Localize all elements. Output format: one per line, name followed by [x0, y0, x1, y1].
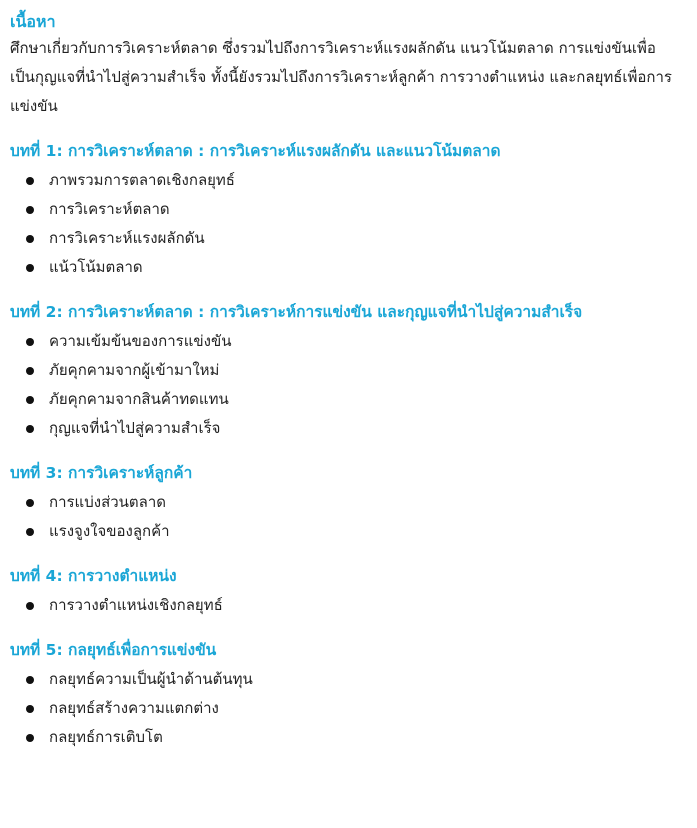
chapter-title: บทที่ 1: การวิเคราะห์ตลาด : การวิเคราะห์แรงผลักดัน และแนวโน้มตลาด — [10, 142, 501, 160]
topic-label: แรงจูงใจของลูกค้า — [49, 522, 170, 540]
chapter-title: บทที่ 2: การวิเคราะห์ตลาด : การวิเคราะห์การแข่งขัน และกุญแจที่นำไปสู่ความสำเร็จ — [10, 303, 583, 321]
list-item — [10, 694, 697, 723]
chapter-1 — [10, 137, 697, 282]
topic-label: การวางตำแหน่งเชิงกลยุทธ์ — [49, 596, 223, 614]
topic-label: กลยุทธ์ความเป็นผู้นำด้านต้นทุน — [49, 670, 253, 688]
bullet-icon — [26, 338, 34, 346]
list-item — [10, 723, 697, 752]
bullet-icon — [26, 396, 34, 404]
bullet-icon — [26, 705, 34, 713]
list-item — [10, 356, 697, 385]
topic-label: ภัยคุกคามจากสินค้าทดแทน — [49, 390, 229, 408]
chapter-title: บทที่ 4: การวางตำแหน่ง — [10, 567, 177, 585]
list-item — [10, 591, 697, 620]
bullet-icon — [26, 367, 34, 375]
bullet-icon — [26, 206, 34, 214]
list-item — [10, 517, 697, 546]
list-item — [10, 414, 697, 443]
topic-label: ความเข้มข้นของการแข่งขัน — [49, 332, 232, 350]
list-item — [10, 195, 697, 224]
topic-label: กลยุทธ์การเติบโต — [49, 728, 163, 746]
chapter-title: บทที่ 5: กลยุทธ์เพื่อการแข่งขัน — [10, 641, 217, 659]
chapter-3 — [10, 459, 697, 546]
list-item — [10, 327, 697, 356]
list-item — [10, 665, 697, 694]
topic-label: การแบ่งส่วนตลาด — [49, 493, 167, 511]
topic-label: การวิเคราะห์แรงผลักดัน — [49, 229, 205, 247]
list-item — [10, 224, 697, 253]
topic-label: กุญแจที่นำไปสู่ความสำเร็จ — [49, 419, 221, 437]
topic-list — [10, 166, 697, 282]
chapter-4 — [10, 562, 697, 620]
topic-label: การวิเคราะห์ตลาด — [49, 200, 170, 218]
content-intro: ศึกษาเกี่ยวกับการวิเคราะห์ตลาด ซึ่งรวมไปถึงการวิเคราะห์แรงผลักดัน แนวโน้มตลาด การแข่งขันเพื่อเป็นกุญแจที่นำไปสู่ความสำเร็จ ทั้งนี้ยังรวมไปถึงการวิเคราะห์ลูกค้า การวางตำแหน่ง และกลยุทธ์เพื่อการแข่งขัน — [10, 39, 672, 115]
chapter-2 — [10, 298, 697, 443]
bullet-icon — [26, 177, 34, 185]
content-heading: เนื้อหา — [10, 12, 56, 31]
list-item — [10, 385, 697, 414]
topic-list — [10, 327, 697, 443]
list-item — [10, 488, 697, 517]
topic-label: ภาพรวมการตลาดเชิงกลยุทธ์ — [49, 171, 235, 189]
chapter-title: บทที่ 3: การวิเคราะห์ลูกค้า — [10, 464, 193, 482]
bullet-icon — [26, 528, 34, 536]
topic-label: กลยุทธ์สร้างความแตกต่าง — [49, 699, 219, 717]
bullet-icon — [26, 602, 34, 610]
topic-list — [10, 665, 697, 752]
bullet-icon — [26, 499, 34, 507]
bullet-icon — [26, 676, 34, 684]
topic-list — [10, 488, 697, 546]
topic-list — [10, 591, 697, 620]
chapter-5 — [10, 636, 697, 752]
bullet-icon — [26, 264, 34, 272]
topic-label: แน้วโน้มตลาด — [49, 258, 143, 276]
topic-label: ภัยคุกคามจากผู้เข้ามาใหม่ — [49, 361, 220, 379]
list-item — [10, 166, 697, 195]
bullet-icon — [26, 425, 34, 433]
bullet-icon — [26, 734, 34, 742]
list-item — [10, 253, 697, 282]
bullet-icon — [26, 235, 34, 243]
